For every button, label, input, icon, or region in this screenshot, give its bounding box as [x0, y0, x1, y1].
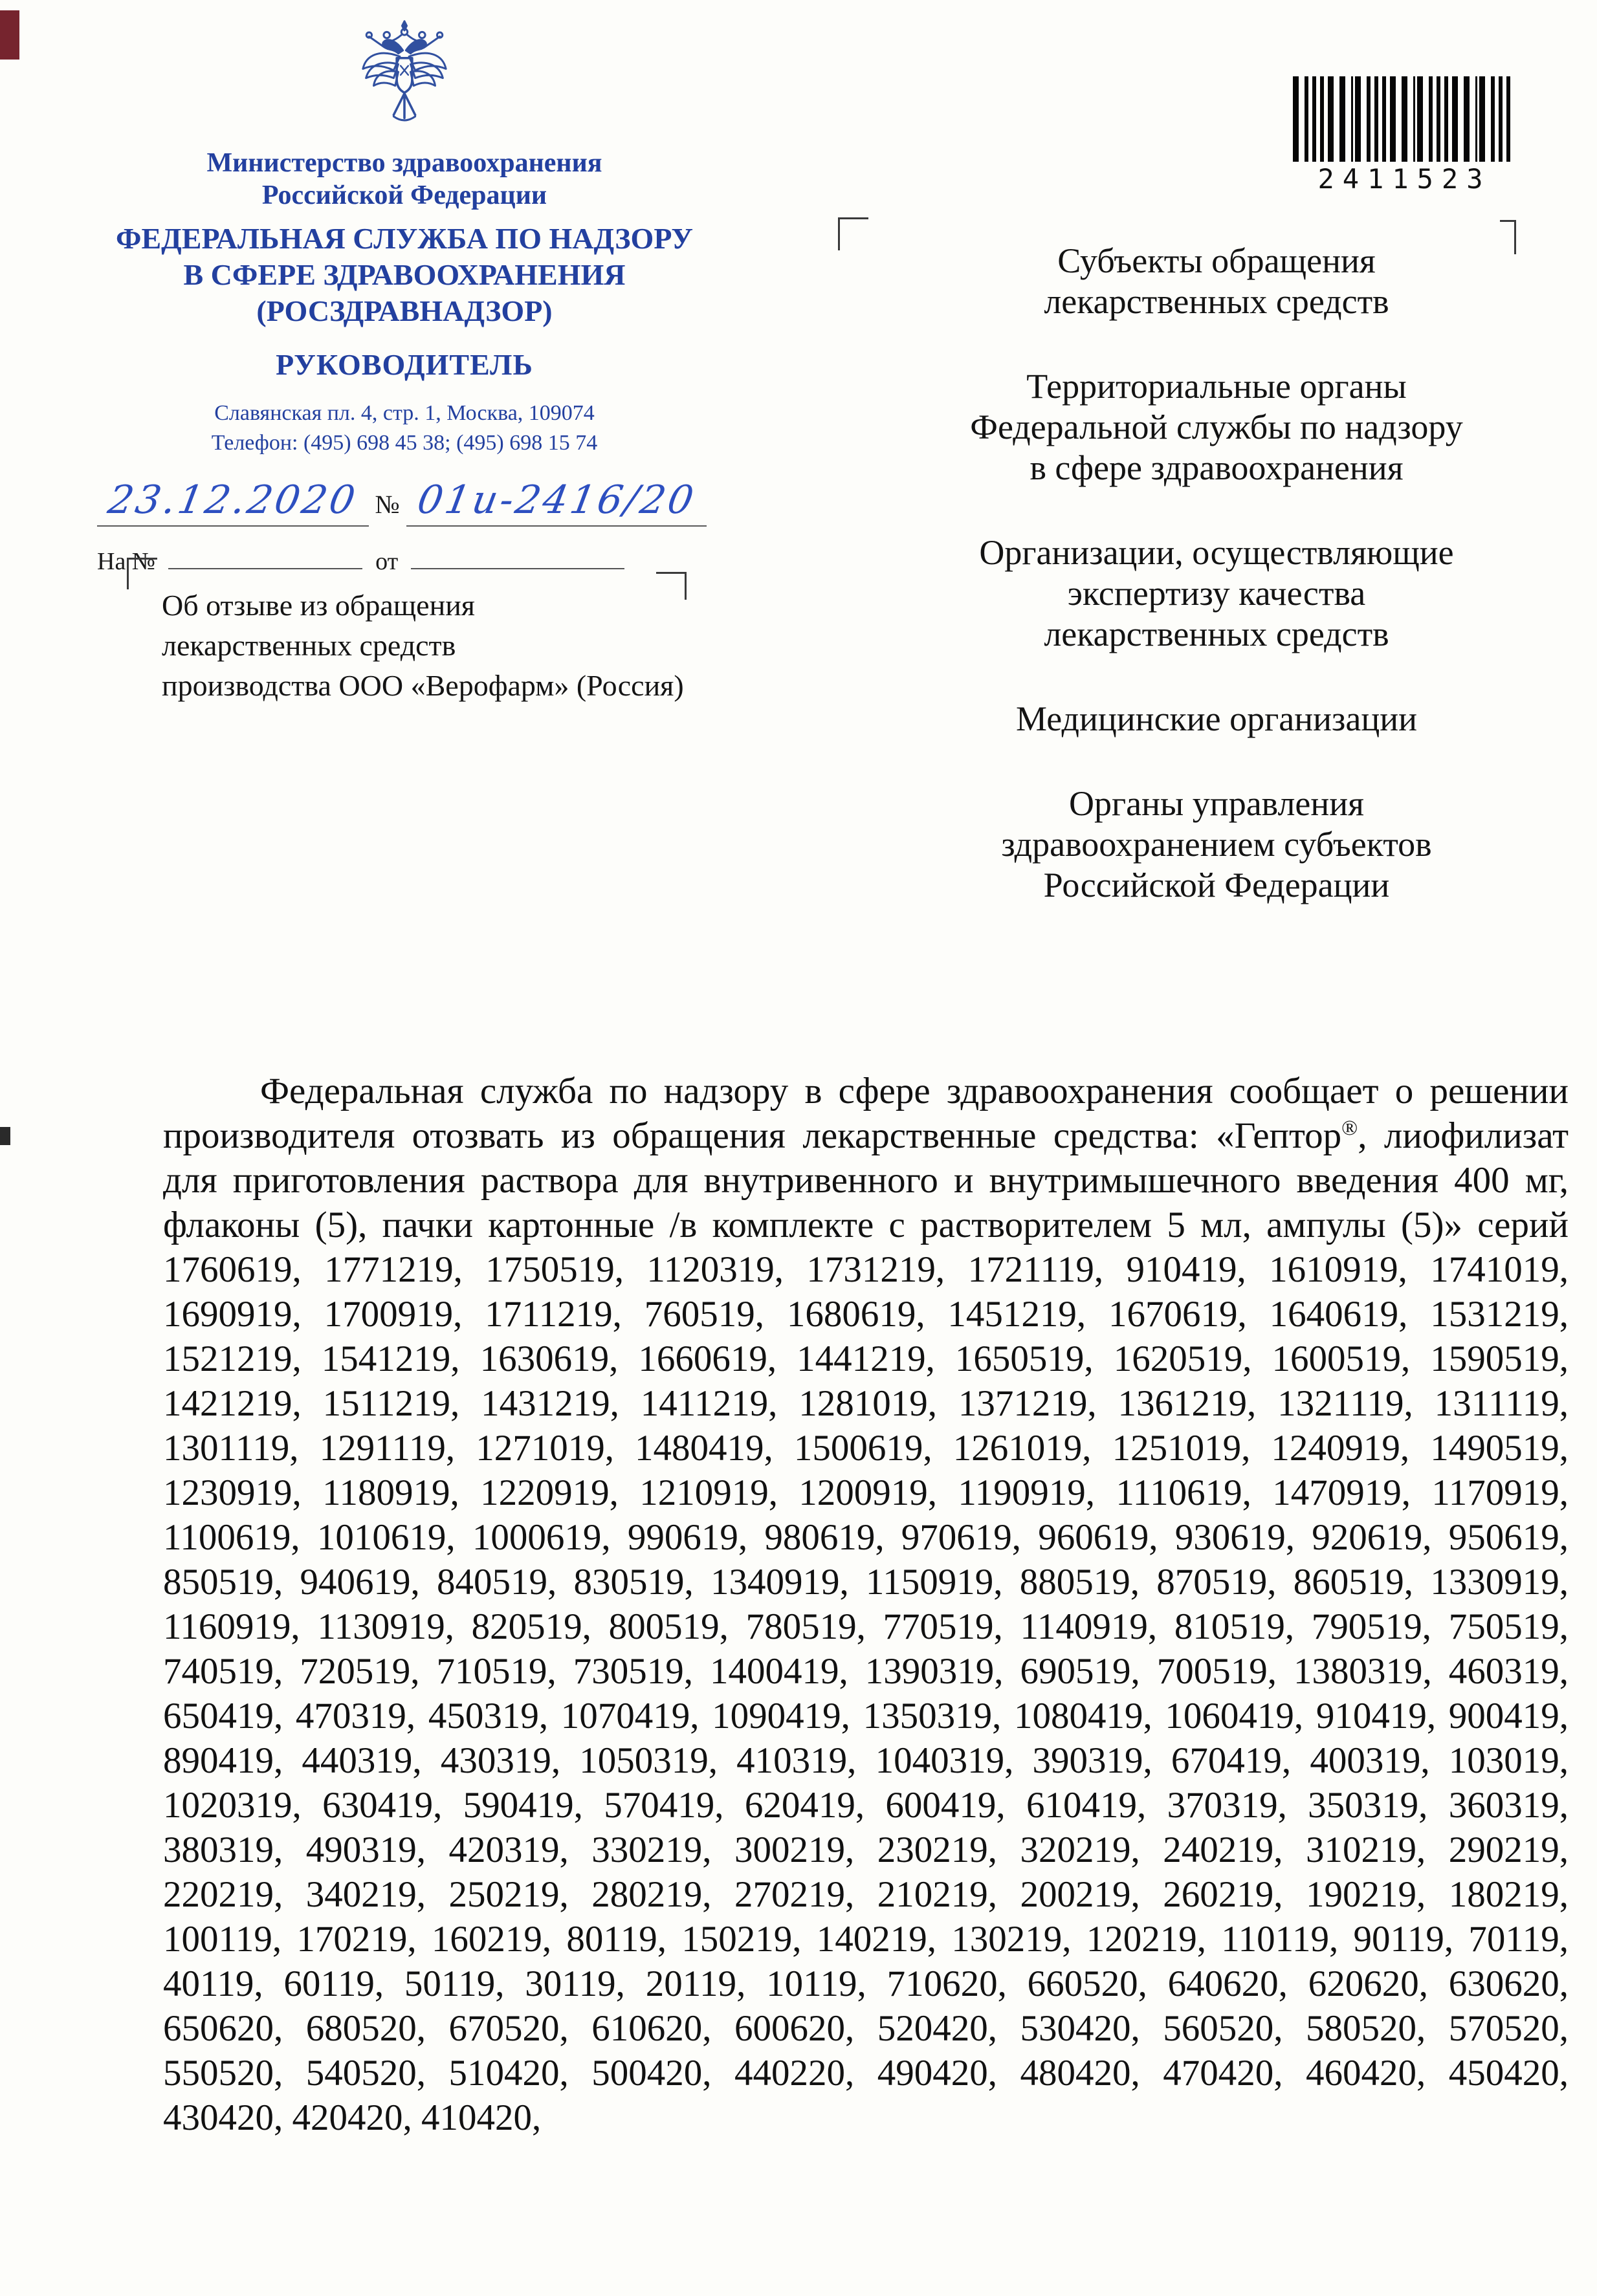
corner-mark: [656, 572, 687, 600]
recipient-line: Субъекты обращения: [1057, 241, 1376, 280]
registration-barcode: [1293, 76, 1516, 195]
barcode-bars: [1293, 76, 1516, 162]
handwritten-date: 23.12.2020: [104, 477, 361, 523]
recipients-list: [880, 241, 1553, 950]
service-line: (РОСЗДРАВНАДЗОР): [256, 294, 553, 327]
letter-body: [163, 1069, 1569, 2140]
handwritten-number: 01и-2416/20: [413, 477, 699, 523]
corner-mark: [838, 217, 868, 250]
coat-of-arms-emblem: [84, 18, 725, 144]
recipient-line: Территориальные органы: [1026, 367, 1407, 406]
reference-row: [84, 543, 725, 576]
body-text-series: , лиофилизат для приготовления раствора для внутривенного и внутримышечного введения 400 мг, флаконы (5), пачки картонные /в комплекте с растворителем 5 мл, ампулы (5)» серий 1760619, 1771219, 1750519, 1120319, 1731219, 1721119, 910419, 1610919, 1741019, 1690919, 1700919, 1711219, 760519, 1680619, 1451219, 1670619, 1640619, 1531219, 1521219, 1541219, 1630619, 1660619, 1441219, 1650519, 1620519, 1600519, 1590519, 1421219, 1511219, 1431219, 1411219, 1281019, 1371219, 1361219, 1321119, 1311119, 1301119, 1291119, 1271019, 1480419, 1500619, 1261019, 1251019, 1240919, 1490519, 1230919, 1180919, 1220919, 1210919, 1200919, 1190919, 1110619, 1470919, 1170919, 1100619, 1010619, 1000619, 990619, 980619, 970619, 960619, 930619, 920619, 950619, 850519, 940619, 840519, 830519, 1340919, 1150919, 880519, 870519, 860519, 1330919, 1160919, 1130919, 820519, 800519, 780519, 770519, 1140919, 810519, 790519, 750519, 740519, 720519, 710519, 730519, 1400419, 1390319, 690519, 700519, 1380319, 460319, 650419, 470319, 450319, 1070419, 1090419, 1350319, 1080419, 1060419, 910419, 900419, 890419, 440319, 430319, 1050319, 410319, 1040319, 390319, 670419, 400319, 103019, 1020319, 630419, 590419, 570419, 620419, 600419, 610419, 370319, 350319, 360319, 380319, 490319, 420319, 330219, 300219, 230219, 320219, 240219, 310219, 290219, 220219, 340219, 250219, 280219, 270219, 210219, 200219, 260219, 190219, 180219, 100119, 170219, 160219, 80119, 150219, 140219, 130219, 120219, 110119, 90119, 70119, 40119, 60119, 50119, 30119, 20119, 10119, 710620, 660520, 640620, 620620, 630620, 650620, 680520, 670520, 610620, 600620, 520420, 530420, 560520, 580520, 570520, 550520, 540520, 510420, 500420, 440220, 490420, 480420, 470420, 460420, 450420, 430420, 420420, 410420,: [163, 1115, 1569, 2138]
subject-line: Об отзыве из обращения: [162, 589, 475, 622]
recipient-line: Российской Федерации: [1043, 866, 1390, 904]
recipient-group: [880, 699, 1553, 739]
service-line: ФЕДЕРАЛЬНАЯ СЛУЖБА ПО НАДЗОРУ: [115, 222, 694, 255]
ministry-name: [84, 147, 725, 212]
double-headed-eagle-icon: [356, 18, 453, 141]
date-field: [97, 477, 369, 527]
body-text-start: Федеральная служба по надзору в сфере здравоохранения сообщает о решении производителя отозвать из обращения лекарственные средства: «Гептор: [163, 1071, 1569, 1156]
letterhead: [84, 18, 725, 576]
letter-subject: [162, 585, 757, 706]
scan-artifact: [0, 1127, 10, 1145]
recipient-line: Органы управления: [1069, 784, 1364, 823]
recipient-line: лекарственных средств: [1044, 615, 1389, 653]
ministry-line: Российской Федерации: [261, 180, 547, 210]
recipient-group: [880, 783, 1553, 906]
body-paragraph: [163, 1069, 1569, 2140]
recipient-line: Медицинские организации: [1015, 699, 1418, 738]
ref-ot-label: от: [375, 548, 399, 575]
recipient-line: Федеральной службы по надзору: [970, 408, 1463, 446]
service-line: В СФЕРЕ ЗДРАВООХРАНЕНИЯ: [183, 258, 626, 291]
recipient-group: [880, 241, 1553, 322]
service-name: [84, 221, 725, 329]
barcode-number: 2411523: [1317, 163, 1492, 195]
ministry-line: Министерство здравоохранения: [206, 148, 602, 178]
subject-line: производства ООО «Верофарм» (Россия): [162, 669, 684, 702]
recipient-line: Организации, осуществляющие: [979, 533, 1454, 572]
ref-na-blank: [168, 543, 362, 569]
number-sign: №: [375, 490, 400, 519]
recipient-line: лекарственных средств: [1044, 282, 1389, 321]
ref-ot-blank: [411, 543, 624, 569]
registered-trademark-symbol: ®: [1341, 1117, 1358, 1140]
signer-role: РУКОВОДИТЕЛЬ: [276, 348, 533, 381]
recipient-line: здравоохранением субъектов: [1001, 825, 1432, 864]
recipient-group: [880, 532, 1553, 655]
recipient-line: экспертизу качества: [1067, 574, 1366, 613]
corner-mark: [127, 558, 157, 589]
scan-artifact: [0, 10, 19, 60]
subject-line: лекарственных средств: [162, 629, 456, 662]
number-field: [406, 477, 707, 527]
address-line: Славянская пл. 4, стр. 1, Москва, 109074: [214, 401, 595, 425]
ref-na-label: На №: [97, 548, 156, 575]
recipient-group: [880, 366, 1553, 488]
recipient-line: в сфере здравоохранения: [1030, 448, 1404, 487]
date-number-row: [84, 477, 725, 527]
phone-line: Телефон: (495) 698 45 38; (495) 698 15 74: [211, 431, 598, 455]
